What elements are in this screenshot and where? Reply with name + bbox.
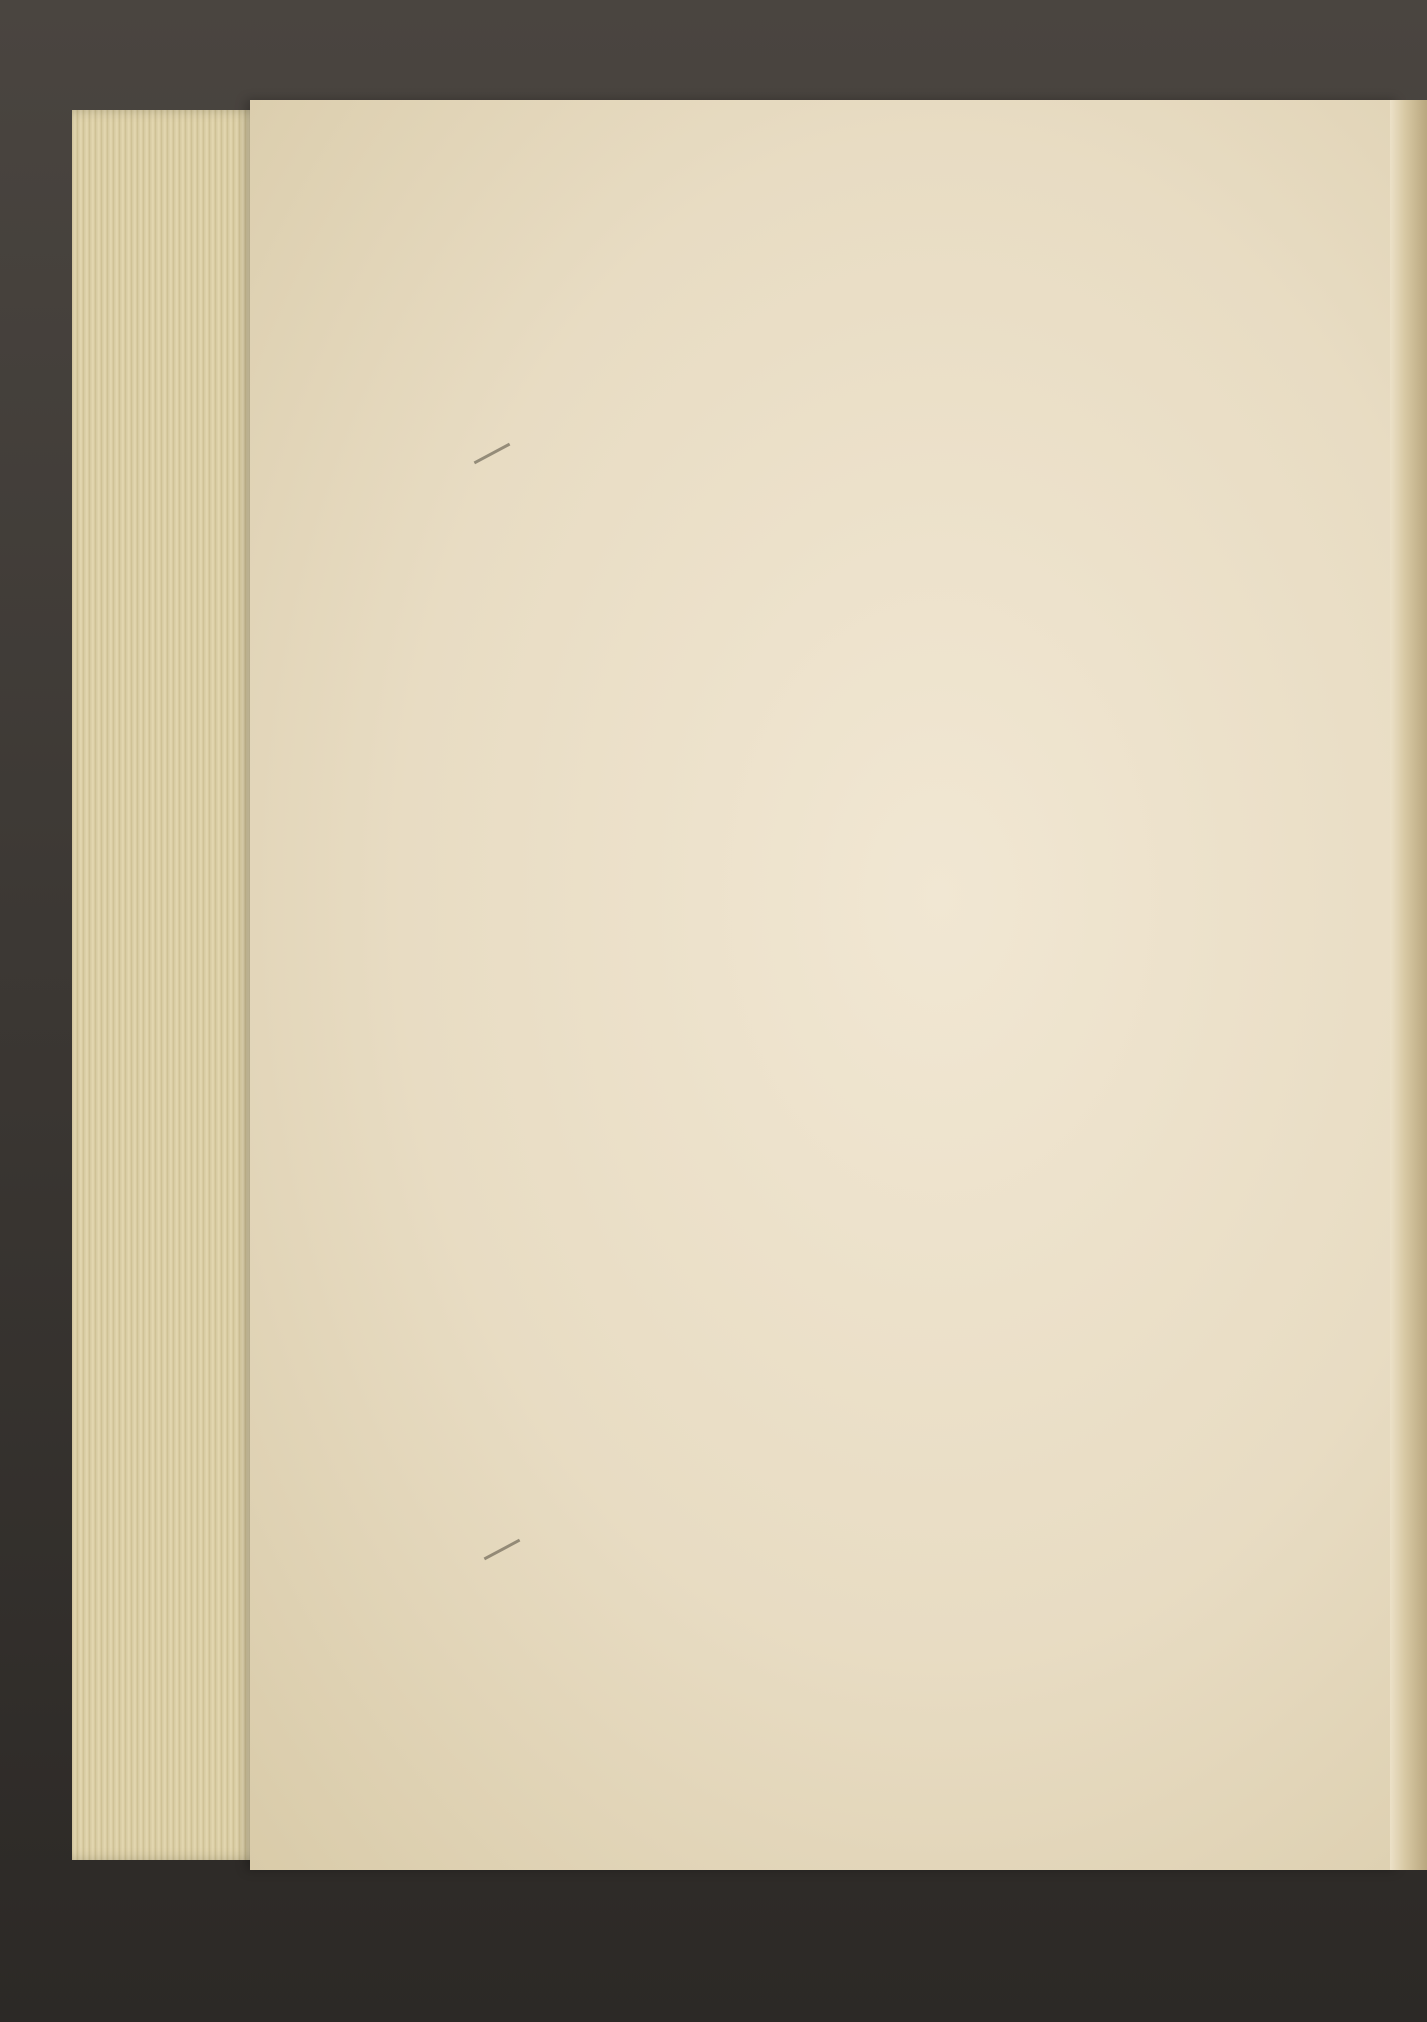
page-gutter	[1390, 100, 1427, 1870]
page-text	[598, 162, 1380, 1902]
drop-cap	[578, 1332, 658, 1432]
running-head	[600, 162, 1380, 206]
catchword	[1180, 1670, 1380, 1714]
chapter-heading	[598, 1122, 1380, 1178]
chapter-subtitle-line-1	[598, 1192, 1380, 1242]
chapter-subtitle-line-2	[598, 1244, 1380, 1294]
